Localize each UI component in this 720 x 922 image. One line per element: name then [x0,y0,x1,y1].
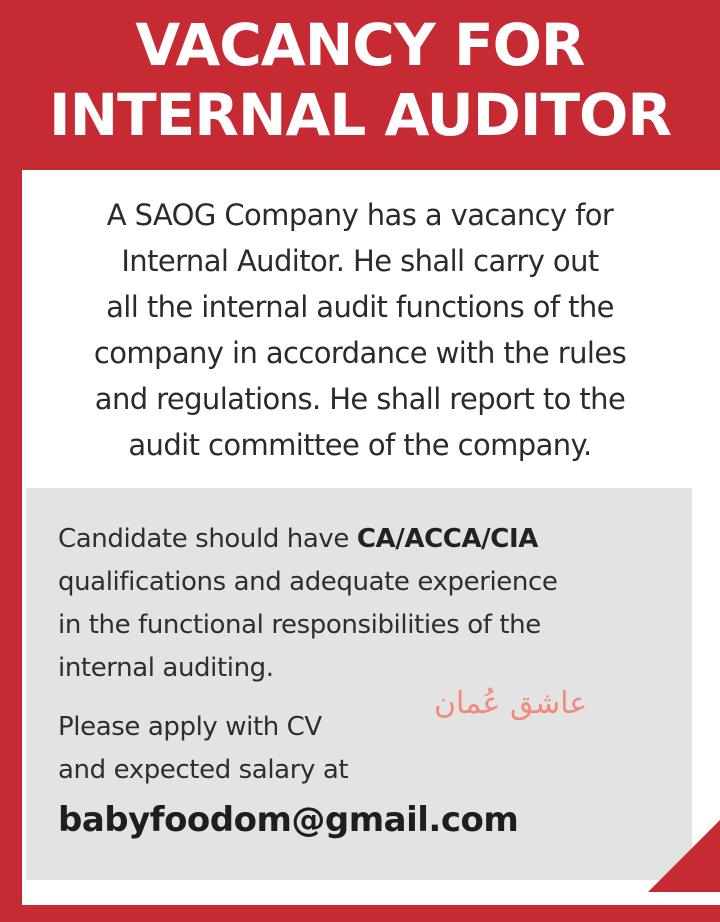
requirements-line: internal auditing. [58,653,274,683]
qualifications-highlight: CA/ACCA/CIA [356,524,538,554]
requirements-panel [26,488,692,880]
intro-paragraph [22,192,698,468]
intro-line: Internal Auditor. He shall carry out [121,244,599,278]
apply-line-1: Please apply with CV [58,712,322,742]
requirements-paragraph [58,518,688,690]
intro-line: all the internal audit functions of the [106,290,614,324]
requirements-line-1 [58,518,688,561]
watermark-text: عاشق عُمان [434,686,588,721]
apply-line-2: and expected salary at [58,755,349,785]
requirements-line: in the functional responsibilities of the [58,610,541,640]
title-line-1: VACANCY FOR [135,11,585,79]
ad-title [0,10,720,150]
bottom-band [0,905,720,922]
requirements-line: qualifications and adequate experience [58,567,558,597]
contact-email[interactable]: babyfoodom@gmail.com [58,800,519,840]
intro-line: A SAOG Company has a vacancy for [106,198,614,232]
intro-line: company in accordance with the rules [93,336,627,370]
title-line-2: INTERNAL AUDITOR [49,81,671,149]
apply-instructions [58,706,458,792]
content-panel [22,170,720,905]
corner-accent [648,820,720,892]
intro-line: and regulations. He shall report to the [94,382,626,416]
intro-line: audit committee of the company. [128,428,592,462]
requirements-lead: Candidate should have [58,524,349,554]
